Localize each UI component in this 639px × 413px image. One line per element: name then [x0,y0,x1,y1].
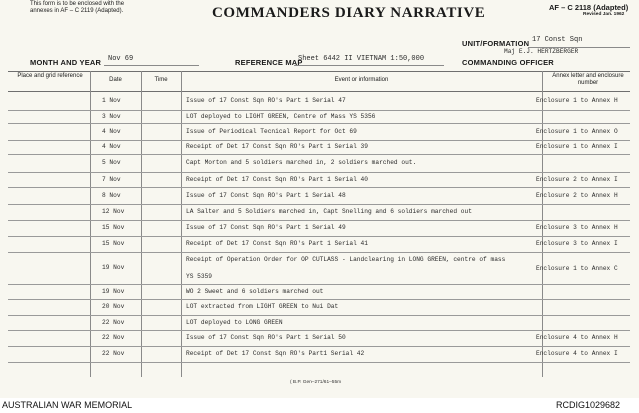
row-event: Receipt of Det 17 Const Sqn RO's Part 1 Serial 41 [186,240,368,247]
row-annex: Enclosure 3 to Annex H [536,224,618,231]
diary-row [8,220,630,237]
diary-row [8,284,630,300]
row-date: 8 Nov [102,192,121,199]
month-label: MONTH AND YEAR [30,58,102,67]
revised-date: Revised Jan. 1962 [583,12,625,17]
row-annex: Enclosure 1 to Annex C [536,265,618,272]
row-date: 7 Nov [102,176,121,183]
row-annex: Enclosure 4 to Annex H [536,334,618,341]
unit-value: 17 Const Sqn [532,36,583,44]
row-event: Issue of 17 Const Sqn RO's Part 1 Serial 48 [186,192,346,199]
row-date: 19 Nov [102,264,125,271]
row-annex: Enclosure 2 to Annex H [536,192,618,199]
column-header-date: Date [109,77,122,83]
diary-row [8,140,630,155]
row-event: Receipt of Det 17 Const Sqn RO's Part 1 Serial 39 [186,143,368,150]
enclosure-note-line1: This form is to be enclosed with the [30,1,125,7]
row-annex: Enclosure 2 to Annex I [536,176,618,183]
column-header-place: Place and grid reference [17,73,83,79]
officer-label: COMMANDING OFFICER [462,58,554,67]
row-event: Receipt of Det 17 Const Sqn RO's Part1 Serial 42 [186,350,365,357]
row-date: 1 Nov [102,97,121,104]
diary-row [8,204,630,221]
diary-row [8,154,630,173]
row-annex: Enclosure 4 to Annex I [536,350,618,357]
row-date: 19 Nov [102,288,125,295]
row-event: Issue of 17 Const Sqn RO's Part 1 Serial 49 [186,224,346,231]
page-title: COMMANDERS DIARY NARRATIVE [212,5,486,21]
row-event: WO 2 Sweet and 6 soldiers marched out [186,288,324,295]
row-event: Capt Morton and 5 soldiers marched in, 2 soldiers marched out. [186,159,417,166]
diary-row [8,172,630,188]
diary-row [8,346,630,363]
row-date: 20 Nov [102,303,125,310]
row-event: LOT deployed to LONG GREEN [186,319,283,326]
row-annex: Enclosure 3 to Annex I [536,240,618,247]
diary-row [8,315,630,331]
row-event: Issue of Periodical Tecnical Report for Oct 69 [186,128,357,135]
row-date: 4 Nov [102,128,121,135]
row-annex: Enclosure 1 to Annex O [536,128,618,135]
row-event: Issue of 17 Const Sqn RO's Part 1 Serial 47 [186,97,346,104]
row-date: 4 Nov [102,143,121,150]
table-top-rule [8,71,630,72]
row-event: LA Salter and 5 Soldiers marched in, Capt Snelling and 6 soldiers marched out [186,208,472,215]
row-date: 22 Nov [102,319,125,326]
reference-map-label: REFERENCE MAP [235,58,303,67]
diary-row [8,187,630,205]
unit-label: UNIT/FORMATION [462,39,530,48]
diary-row [8,252,630,285]
diary-row [8,110,630,124]
row-annex: Enclosure 1 to Annex H [536,97,618,104]
footer-source: AUSTRALIAN WAR MEMORIAL [2,400,133,410]
row-date: 12 Nov [102,208,125,215]
reference-map-value: Sheet 6442 II VIETNAM 1:50,000 [298,55,425,63]
row-event: Issue of 17 Const Sqn RO's Part 1 Serial 50 [186,334,346,341]
row-date: 5 Nov [102,159,121,166]
column-header-time: Time [154,77,168,83]
footer-record-id: RCDIG1029682 [556,400,621,410]
diary-row [8,330,630,347]
row-event: LOT deployed to LIGHT GREEN, Centre of Mass YS 5356 [186,113,376,120]
enclosure-note-line2: annexes in AF – C 2119 (Adapted). [30,8,124,14]
row-date: 22 Nov [102,334,125,341]
form-code: AF – C 2118 (Adapted) [549,3,629,12]
column-header-annex: Annex letter and enclosure number [552,73,624,86]
row-event: LOT extracted from LIGHT GREEN to Nui Dat [186,303,339,310]
row-event-continued: YS 5359 [186,273,212,280]
archive-footer [0,398,639,413]
row-date: 15 Nov [102,224,125,231]
row-event: Receipt of Det 17 Const Sqn RO's Part 1 Serial 40 [186,176,368,183]
diary-row [8,123,630,141]
column-header-event: Event or information [334,77,389,83]
diary-row [8,299,630,316]
diary-row [8,236,630,253]
row-event: Receipt of Operation Order for OP CUTLASS - Landclearing in LONG GREEN, centre of mass [186,256,506,263]
row-date: 15 Nov [102,240,125,247]
print-reference: ( B.P. Gen–271/61–55m [290,380,342,385]
row-date: 3 Nov [102,113,121,120]
officer-value: Maj E.J. HERTZBERGER [504,48,579,55]
row-date: 22 Nov [102,350,125,357]
diary-row [8,92,630,111]
row-annex: Enclosure 1 to Annex I [536,143,618,150]
month-value: Nov 69 [108,55,134,63]
